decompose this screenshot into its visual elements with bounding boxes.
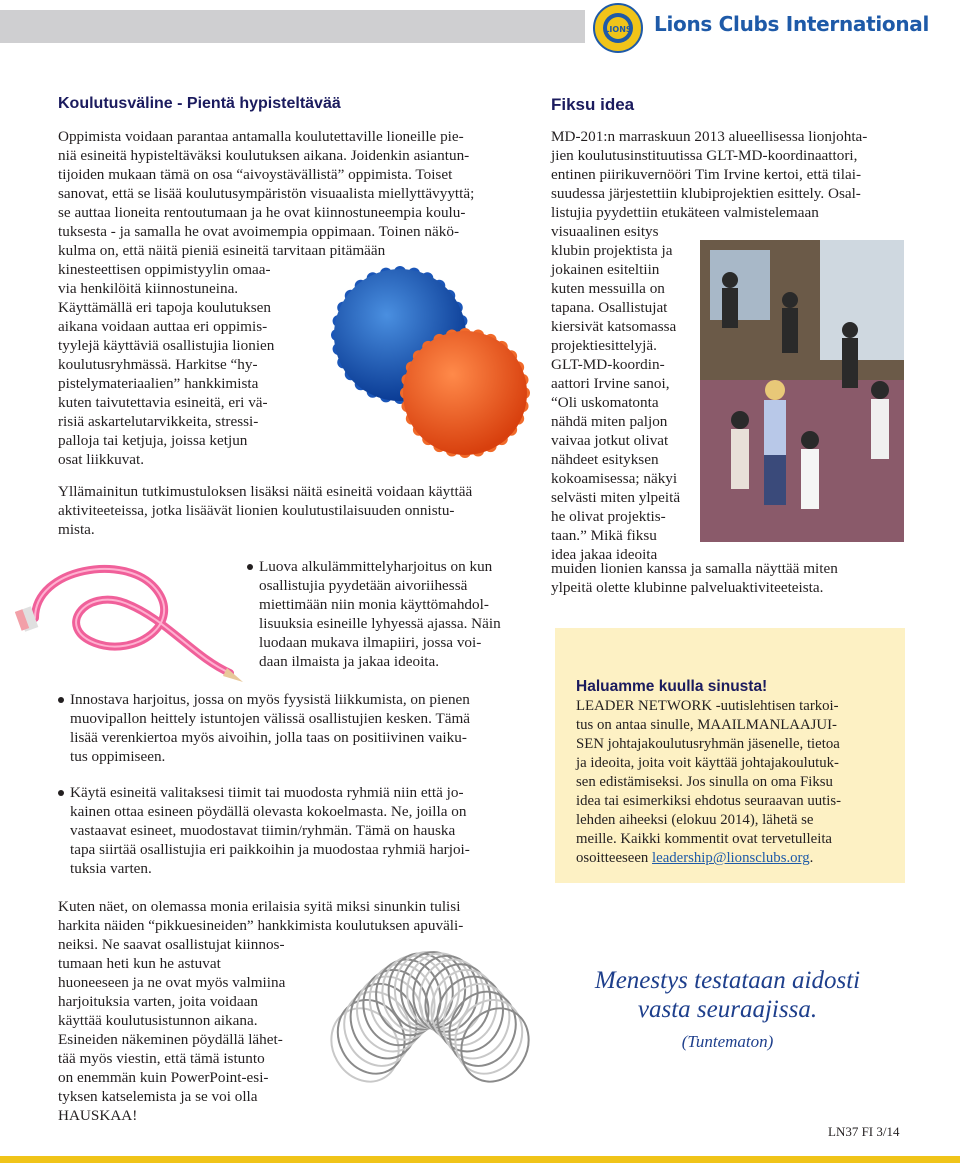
bullet-item-2 (58, 690, 538, 766)
article-paragraph-1: Oppimista voidaan parantaa antamalla koulutettaville lioneille pie- niä esineitä hypisteltäväksi koulutuksen aikana. Joidenkin asiantun- tijoiden mukaan tämä on osa “aivoystävällistä” oppimista. Toiset sanovat, että se lisää koulutusympäristön visuaalista miellyttävyyttä; se auttaa lioneita rentoutumaan ja he ovat kiinnostuneempia koulu- tuksesta - ja samalla he ovat avoimempia oppimaan. Toinen näkö- kulma on, että näitä pieniä esineitä tarvitaan pitämään kinesteettisen oppimistyylin omaa- via henkilöitä kiinnostuneina. Käyttämällä eri tapoja koulutuksen aikana voidaan auttaa eri oppimis- tyylejä käyttäviä osallistujia lionien koulutusryhmässä. Harkitse “hy- pistelymateriaalien” hankkimista kuten taivutettavia esineitä, eri vä- risiä askartelutarvikkeita, stressi- palloja tai ketjuja, joissa ketjun osat liikkuvat. (58, 128, 475, 468)
fiksu-paragraph-narrow: visuaalinen esitys klubin projektista ja jokainen esiteltiin kuten messuilla on tapana. Osallistujat kiersivät katsomassa projektiesittelyjä. GLT-MD-koordin- aattori Irvine sanoi, “Oli uskomatonta nähdä miten paljon vaivaa jotkut olivat nähdeet esityksen kokoamisessa; näkyi selvästi miten ylpeitä he olivat projektis- taan.” Mikä fiksu idea jakaa ideoita (551, 223, 681, 563)
quote-text: Menestys testataan aidosti vasta seuraajissa. (594, 967, 861, 1023)
article-paragraph-3a: Kuten näet, on olemassa monia erilaisia syitä miksi sinunkin tulisi harkita näiden “pikkuesineiden” hankkimista koulutuksen apuväli- neiksi. Ne saavat osallistujat kiinnos- (58, 898, 464, 953)
email-link[interactable]: leadership@lionsclubs.org (652, 850, 810, 866)
bullet-text-2: Innostava harjoitus, jossa on myös fyysistä liikkumista, on pienen muovipallon heittely istuntojen välissä osallistujien kesken. Tämä lisää verenkiertoa myös aivoihin, jolla taas on positiivinen vaiku- tus oppimiseen. (70, 691, 471, 765)
bullet-dot (58, 697, 64, 703)
article-paragraph-2: Yllämainitun tutkimustuloksen lisäksi näitä esineitä voidaan käyttää aktiviteeteissa, jotka lisäävät lionien koulutustilaisuuden onnistu- mista. (58, 483, 473, 538)
article-paragraph-3b: tumaan heti kun he astuvat huoneeseen ja ne ovat myös valmiina harjoituksia varten, joita voidaan käyttää koulutusistunnon aikana. Esineiden näkeminen pöydällä lähet- tää myös viestin, että tämä istunto on enemmän kuin PowerPoint-esi- tyksen katselemista ja se voi olla HAUSKAA! (58, 955, 286, 1124)
slinky-coil (448, 996, 540, 1094)
feedback-box-body: LEADER NETWORK -uutislehtisen tarkoi- tus on antaa sinulle, MAAILMANLAAJUI- SEN johtajakoulutusryhmän jäsenelle, tietoa ja ideoita, joita voit käyttää johtajakoulutuk- sen edistämiseksi. Jos sinulla on oma Fiksu idea tai esimerkiksi ehdotus seuraavan uutis- lehden aiheeksi (elokuu 2014), lähetä se meille. Kaikki kommentit ovat tervetulleita osoitteeseen (576, 698, 842, 866)
brand-name: Lions Clubs International (654, 12, 930, 36)
fiksu-idea-heading: Fiksu idea (551, 95, 635, 114)
stress-balls-image (305, 255, 555, 475)
lions-logo (592, 2, 644, 54)
slinky-image (325, 950, 540, 1120)
bullet-dot (247, 564, 253, 570)
project-fair-photo (700, 240, 904, 542)
bullet-item-1 (247, 557, 537, 671)
article-heading: Koulutusväline - Pientä hypisteltävää (58, 95, 341, 112)
fiksu-paragraph-bottom: muiden lionien kanssa ja samalla näyttää miten ylpeitä olette klubinne palveluaktiviteeteista. (551, 560, 838, 596)
bullet-item-3 (58, 783, 538, 878)
page-folio: LN37 FI 3/14 (828, 1124, 900, 1139)
slinky-coil (333, 981, 423, 1077)
slinky-coil (438, 981, 528, 1077)
bullet-dot (58, 790, 64, 796)
pencil-image (15, 548, 245, 688)
logo-center-text: LIONS (604, 25, 632, 34)
fiksu-paragraph-top: MD-201:n marraskuun 2013 alueellisessa lionjohta- jien koulutusinstituutissa GLT-MD-koordinaattori, entinen piirikuvernööri Tim Irvine kertoi, että tilai- suudessa järjestettiin klubiprojektien esittely. Osal- listujia pyydettiin etukäteen valmistelemaan (551, 128, 868, 221)
bullet-text-3: Käytä esineitä valitaksesi tiimit tai muodosta ryhmiä niin että jo- kainen ottaa esineen pöydällä olevasta kokoelmasta. Ne, joilla on vastaavat esineet, muodostavat tiimin/ryhmän. Tämä on hauska tapa siirtää osallistujia eri paikkoihin ja muodostaa ryhmiä harjoi- tuksia varten. (70, 784, 470, 877)
feedback-box-heading: Haluamme kuulla sinusta! (576, 678, 768, 695)
feedback-box-text (576, 697, 896, 868)
bullet-text-1: Luova alkulämmittelyharjoitus on kun osallistujia pyydetään aivoriihessä miettimään niin monia käyttömahdol- lisuuksia esineille lyhyessä ajassa. Näin luodaan mukava ilmapiiri, jossa voi- daan ilmaista ja jakaa ideoita. (259, 558, 501, 670)
email-trailing: . (809, 850, 814, 866)
footer-gold-rule (0, 1156, 960, 1163)
quote-source: (Tuntematon) (681, 1032, 774, 1051)
